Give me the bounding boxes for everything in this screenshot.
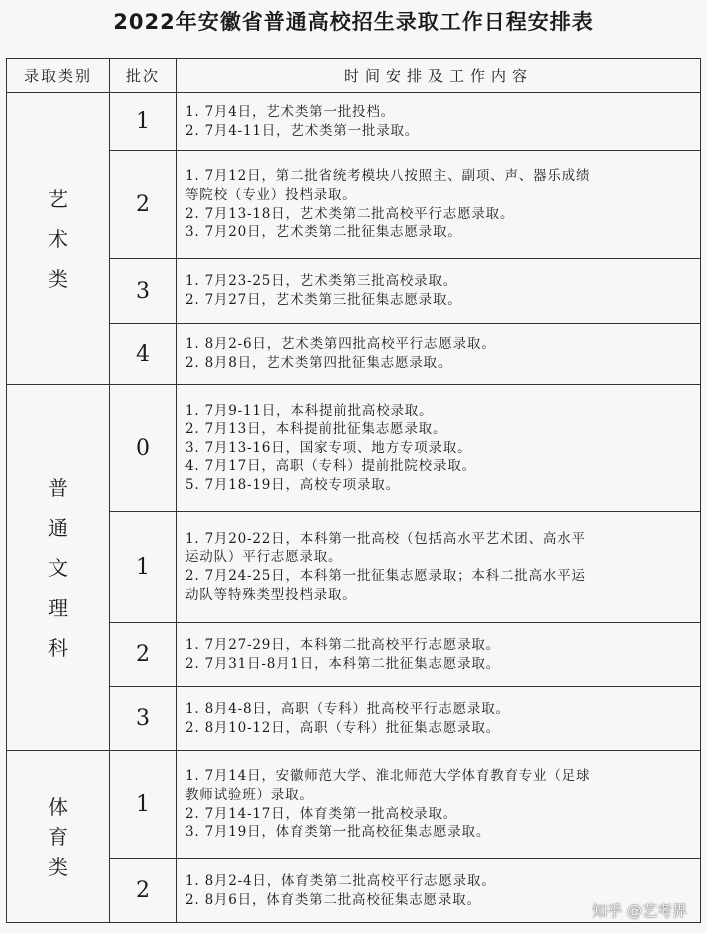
batch-number: 4 — [110, 324, 177, 385]
category-char: 类 — [48, 266, 68, 291]
category-char: 术 — [48, 226, 68, 251]
batch-number: 1 — [110, 93, 177, 151]
category-char: 普 — [48, 475, 68, 500]
watermark: 知乎 @艺考界 — [592, 902, 687, 920]
content-line: 教师试验班）录取。 — [185, 786, 314, 803]
category-char: 育 — [48, 824, 68, 849]
content-cell — [177, 512, 701, 623]
batch-number: 3 — [110, 259, 177, 324]
page-title: 2022年安徽省普通高校招生录取工作日程安排表 — [113, 10, 594, 34]
table-row — [7, 324, 701, 385]
content-line: 4. 7月17日，高职（专科）提前批院校录取。 — [185, 458, 476, 475]
category-cell-general — [7, 385, 110, 751]
content-line: 1. 7月14日，安徽师范大学、淮北师范大学体育教育专业（足球 — [185, 768, 591, 785]
content-line: 1. 7月23-25日，艺术类第三批高校录取。 — [185, 273, 458, 290]
content-line: 1. 7月20-22日，本科第一批高校（包括高水平艺术团、高水平 — [185, 530, 586, 547]
content-cell — [177, 385, 701, 512]
category-char: 通 — [48, 515, 68, 540]
content-cell — [177, 687, 701, 751]
content-cell — [177, 259, 701, 324]
content-line: 3. 7月13-16日，国家专项、地方专项录取。 — [185, 439, 472, 456]
content-line: 1. 7月27-29日，本科第二批高校平行志愿录取。 — [185, 636, 500, 653]
table-row — [7, 93, 701, 151]
content-line: 2. 7月13日，本科提前批征集志愿录取。 — [185, 421, 448, 438]
category-cell-art — [7, 93, 110, 385]
header-content: 时间安排及工作内容 — [177, 59, 701, 93]
table-row — [7, 623, 701, 687]
content-line: 1. 8月4-8日，高职（专科）批高校平行志愿录取。 — [185, 700, 510, 717]
content-cell — [177, 324, 701, 385]
content-line: 1. 8月2-4日，体育类第二批高校平行志愿录取。 — [185, 872, 496, 889]
batch-number: 0 — [110, 385, 177, 512]
table-row — [7, 687, 701, 751]
table-row — [7, 385, 701, 512]
table-row — [7, 151, 701, 259]
category-char: 体 — [48, 794, 68, 819]
content-line: 2. 8月8日，艺术类第四批征集志愿录取。 — [185, 355, 453, 371]
category-cell-sports — [7, 751, 110, 923]
content-line: 2. 8月6日，体育类第二批高校征集志愿录取。 — [185, 891, 481, 908]
category-char: 类 — [48, 854, 68, 879]
category-char: 文 — [48, 555, 68, 580]
batch-number: 2 — [110, 151, 177, 259]
header-row — [7, 59, 701, 93]
content-line: 1. 8月2-6日，艺术类第四批高校平行志愿录取。 — [185, 336, 496, 353]
table-row — [7, 512, 701, 623]
schedule-table — [6, 58, 701, 923]
category-char: 科 — [48, 635, 68, 660]
content-line: 1. 7月12日，第二批省统考模块八按照主、副项、声、器乐成绩 — [185, 168, 591, 185]
content-line: 2. 7月14-17日，体育类第一批高校录取。 — [185, 805, 458, 822]
content-line: 2. 7月24-25日，本科第一批征集志愿录取；本科二批高水平运 — [185, 568, 586, 584]
content-line: 3. 7月20日，艺术类第二批征集志愿录取。 — [185, 224, 462, 241]
content-cell — [177, 151, 701, 259]
content-line: 3. 7月19日，体育类第一批高校征集志愿录取。 — [185, 824, 491, 841]
header-batch: 批次 — [110, 59, 177, 93]
content-cell — [177, 623, 701, 687]
batch-number: 1 — [110, 512, 177, 623]
content-line: 1. 7月9-11日，本科提前批高校录取。 — [185, 402, 434, 419]
content-line: 2. 7月4-11日，艺术类第一批录取。 — [185, 122, 420, 139]
content-line: 等院校（专业）投档录取。 — [185, 186, 357, 203]
content-line: 2. 7月27日，艺术类第三批征集志愿录取。 — [185, 292, 462, 308]
content-line: 运动队）平行志愿录取。 — [185, 549, 343, 566]
category-char: 理 — [48, 595, 68, 620]
content-line: 1. 7月4日，艺术类第一批投档。 — [185, 103, 395, 120]
content-line: 2. 7月31日-8月1日，本科第二批征集志愿录取。 — [185, 655, 500, 672]
batch-number: 1 — [110, 751, 177, 859]
content-line: 2. 7月13-18日，艺术类第二批高校平行志愿录取。 — [185, 205, 515, 222]
content-cell — [177, 751, 701, 859]
batch-number: 2 — [110, 859, 177, 923]
content-cell — [177, 93, 701, 151]
table-row — [7, 259, 701, 324]
header-category: 录取类别 — [7, 59, 110, 93]
content-line: 2. 8月10-12日，高职（专科）批征集志愿录取。 — [185, 719, 500, 736]
content-line: 5. 7月18-19日，高校专项录取。 — [185, 476, 400, 493]
content-line: 动队等特殊类型投档录取。 — [185, 586, 357, 603]
table-row — [7, 751, 701, 859]
batch-number: 3 — [110, 687, 177, 751]
category-char: 艺 — [48, 186, 68, 211]
batch-number: 2 — [110, 623, 177, 687]
